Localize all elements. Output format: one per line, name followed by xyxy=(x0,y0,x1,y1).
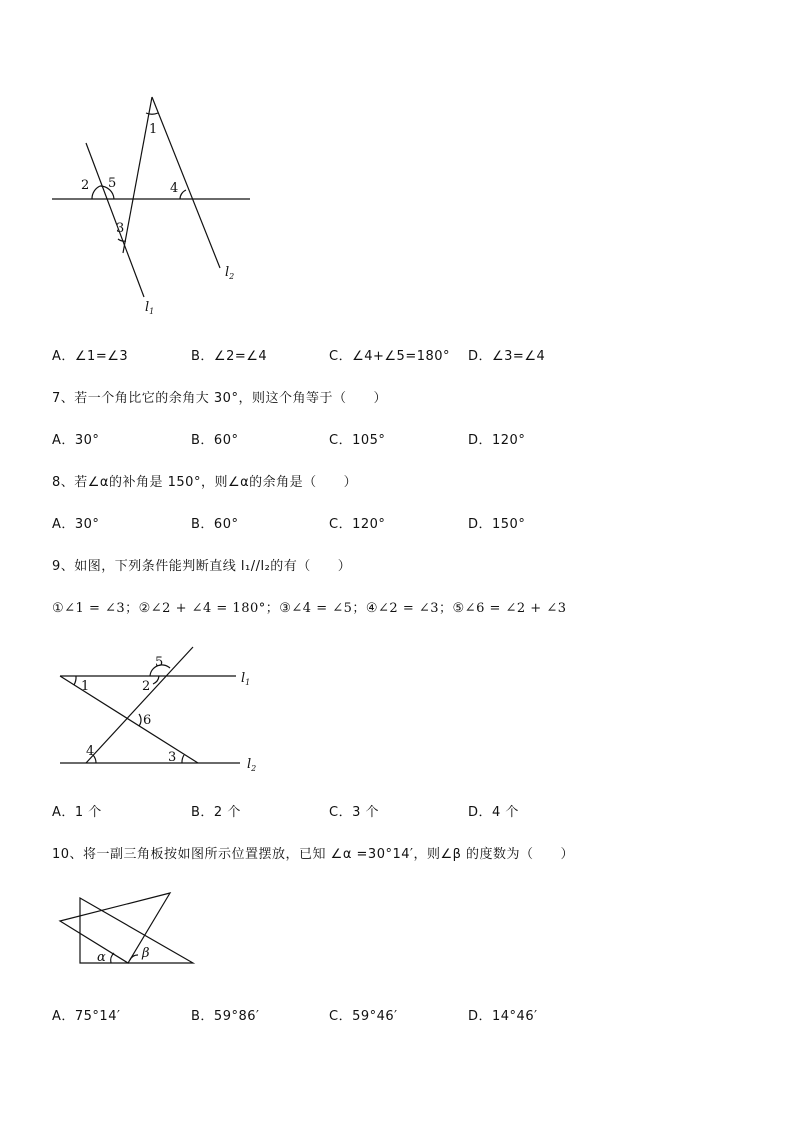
angle-arc-beta xyxy=(130,955,138,960)
line-label-l2: $l_2$ xyxy=(247,757,257,773)
line-label-l1: $l_1$ xyxy=(241,671,251,687)
q10-option-d: D．14°46′ xyxy=(468,1009,538,1024)
q6-option-a: A．∠1=∠3 xyxy=(52,349,129,364)
triangle-thirty-sixty xyxy=(60,893,170,963)
q7-option-d: D．120° xyxy=(468,433,526,448)
angle-arc-6 xyxy=(139,714,141,726)
angle-arc-2 xyxy=(92,186,100,199)
transversal-b xyxy=(86,647,193,763)
figure-angles-q6 xyxy=(0,0,300,330)
q6-option-d: D．∠3=∠4 xyxy=(468,349,546,364)
angle-label-2: 2 xyxy=(142,679,151,694)
angle-label-5: 5 xyxy=(108,176,117,191)
q8-option-a: A．30° xyxy=(52,517,100,532)
angle-arc-4 xyxy=(180,190,186,199)
q9-conditions: ①∠1 = ∠3；②∠2 + ∠4 = 180°；③∠4 = ∠5；④∠2 = ∠3；⑤∠6 = ∠2 + ∠3 xyxy=(52,601,567,616)
q7-option-a: A．30° xyxy=(52,433,100,448)
angle-label-5: 5 xyxy=(155,655,164,670)
angle-label-1: 1 xyxy=(149,122,158,137)
q6-options xyxy=(52,345,752,363)
q10-option-a: A．75°14′ xyxy=(52,1009,121,1024)
q8-options xyxy=(52,513,752,531)
line-l1 xyxy=(86,143,144,297)
q10-text: 10、将一副三角板按如图所示位置摆放，已知 ∠α =30°14′，则∠β 的度数为（ ） xyxy=(52,847,575,862)
angle-label-6: 6 xyxy=(143,713,152,728)
angle-label-4: 4 xyxy=(86,744,95,759)
line-label-l1: $l_1$ xyxy=(145,300,155,316)
transversal-segment xyxy=(123,97,152,253)
angle-label-1: 1 xyxy=(81,679,90,694)
angle-label-3: 3 xyxy=(168,750,177,765)
angle-label-alpha: α xyxy=(97,950,106,965)
q8-option-d: D．150° xyxy=(468,517,526,532)
figure-parallel-lines-q9 xyxy=(0,640,300,785)
q6-option-b: B．∠2=∠4 xyxy=(191,349,268,364)
q9-option-b: B．2 个 xyxy=(191,805,241,820)
q7-text: 7、若一个角比它的余角大 30°，则这个角等于（ ） xyxy=(52,391,387,406)
angle-label-4: 4 xyxy=(170,181,179,196)
q8-option-c: C．120° xyxy=(329,517,386,532)
q9-option-d: D．4 个 xyxy=(468,805,519,820)
q7-options xyxy=(52,429,752,447)
q10-option-c: C．59°46′ xyxy=(329,1009,398,1024)
q7-option-c: C．105° xyxy=(329,433,386,448)
angle-arc-1 xyxy=(74,676,76,685)
angle-label-2: 2 xyxy=(81,178,90,193)
q9-text: 9、如图，下列条件能判断直线 l₁//l₂的有（ ） xyxy=(52,559,352,574)
q8-option-b: B．60° xyxy=(191,517,239,532)
figure-set-squares-q10 xyxy=(0,885,220,975)
angle-arc-1 xyxy=(146,113,158,114)
q6-option-c: C．∠4+∠5=180° xyxy=(329,349,451,364)
q10-option-b: B．59°86′ xyxy=(191,1009,260,1024)
angle-arc-2 xyxy=(153,676,159,684)
angle-label-3: 3 xyxy=(116,221,125,236)
q7-option-b: B．60° xyxy=(191,433,239,448)
q10-options xyxy=(52,1005,752,1023)
q8-text: 8、若∠α的补角是 150°，则∠α的余角是（ ） xyxy=(52,475,358,490)
angle-label-beta: β xyxy=(142,946,150,961)
line-label-l2: $l_2$ xyxy=(225,265,235,281)
q9-option-a: A．1 个 xyxy=(52,805,102,820)
angle-arc-3 xyxy=(182,755,184,763)
q9-option-c: C．3 个 xyxy=(329,805,379,820)
q9-options xyxy=(52,801,752,819)
line-l2 xyxy=(152,97,220,268)
